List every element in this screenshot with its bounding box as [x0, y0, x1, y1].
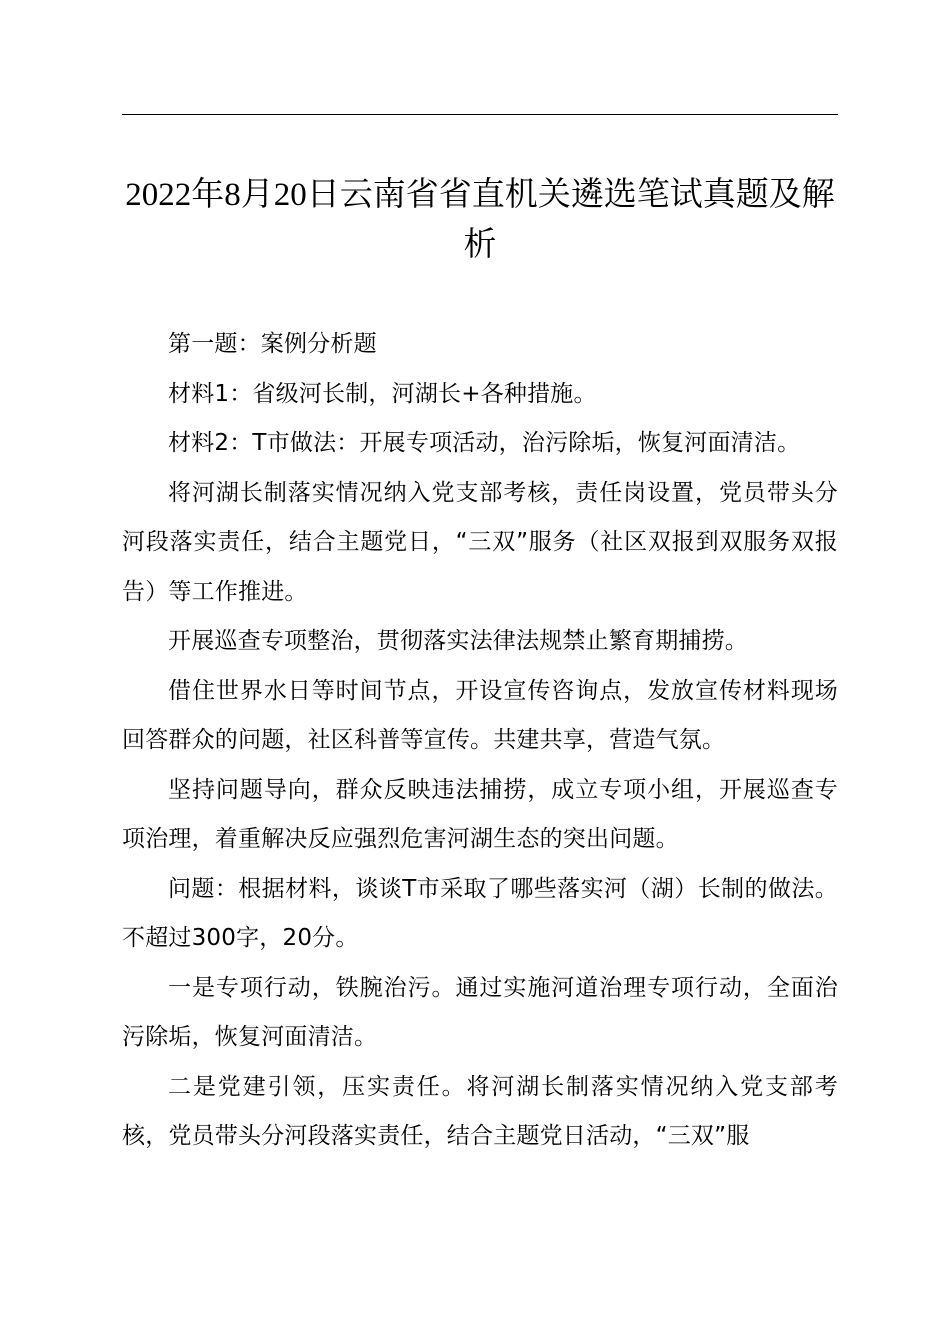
paragraph-publicity: 借住世界水日等时间节点，开设宣传咨询点，发放宣传材料现场回答群众的问题，社区科普等宣传。共建共享，营造气氛。 — [122, 677, 838, 753]
paragraph-party-assessment: 将河湖长制落实情况纳入党支部考核，责任岗设置，党员带头分河段落实责任，结合主题党日，“三双”服务（社区双报到双服务双报告）等工作推进。 — [122, 479, 838, 605]
paragraph-answer-1: 一是专项行动，铁腕治污。通过实施河道治理专项行动，全面治污除垢，恢复河面清洁。 — [122, 974, 838, 1050]
paragraph-question: 问题：根据材料，谈谈T市采取了哪些落实河（湖）长制的做法。不超过300字，20分。 — [122, 875, 838, 951]
paragraph-material-1: 材料1：省级河长制，河湖长+各种措施。 — [168, 380, 597, 407]
paragraph-problem-oriented: 坚持问题导向，群众反映违法捕捞，成立专项小组，开展巡查专项治理，着重解决反应强烈危害河湖生态的突出问题。 — [122, 776, 838, 852]
paragraph-patrol-rectification: 开展巡查专项整治，贯彻落实法律法规禁止繁育期捕捞。 — [168, 628, 748, 654]
header-rule — [122, 114, 838, 115]
document-title: 2022年8月20日云南省省直机关遴选笔试真题及解析 — [125, 177, 835, 263]
paragraph-question-heading: 第一题：案例分析题 — [168, 331, 377, 357]
paragraph-answer-2: 二是党建引领，压实责任。将河湖长制落实情况纳入党支部考核，党员带头分河段落实责任，结合主题党日活动，“三双”服 — [122, 1073, 838, 1149]
paragraph-material-2: 材料2：T市做法：开展专项活动，治污除垢，恢复河面清洁。 — [168, 430, 801, 456]
document-body — [122, 320, 838, 1162]
